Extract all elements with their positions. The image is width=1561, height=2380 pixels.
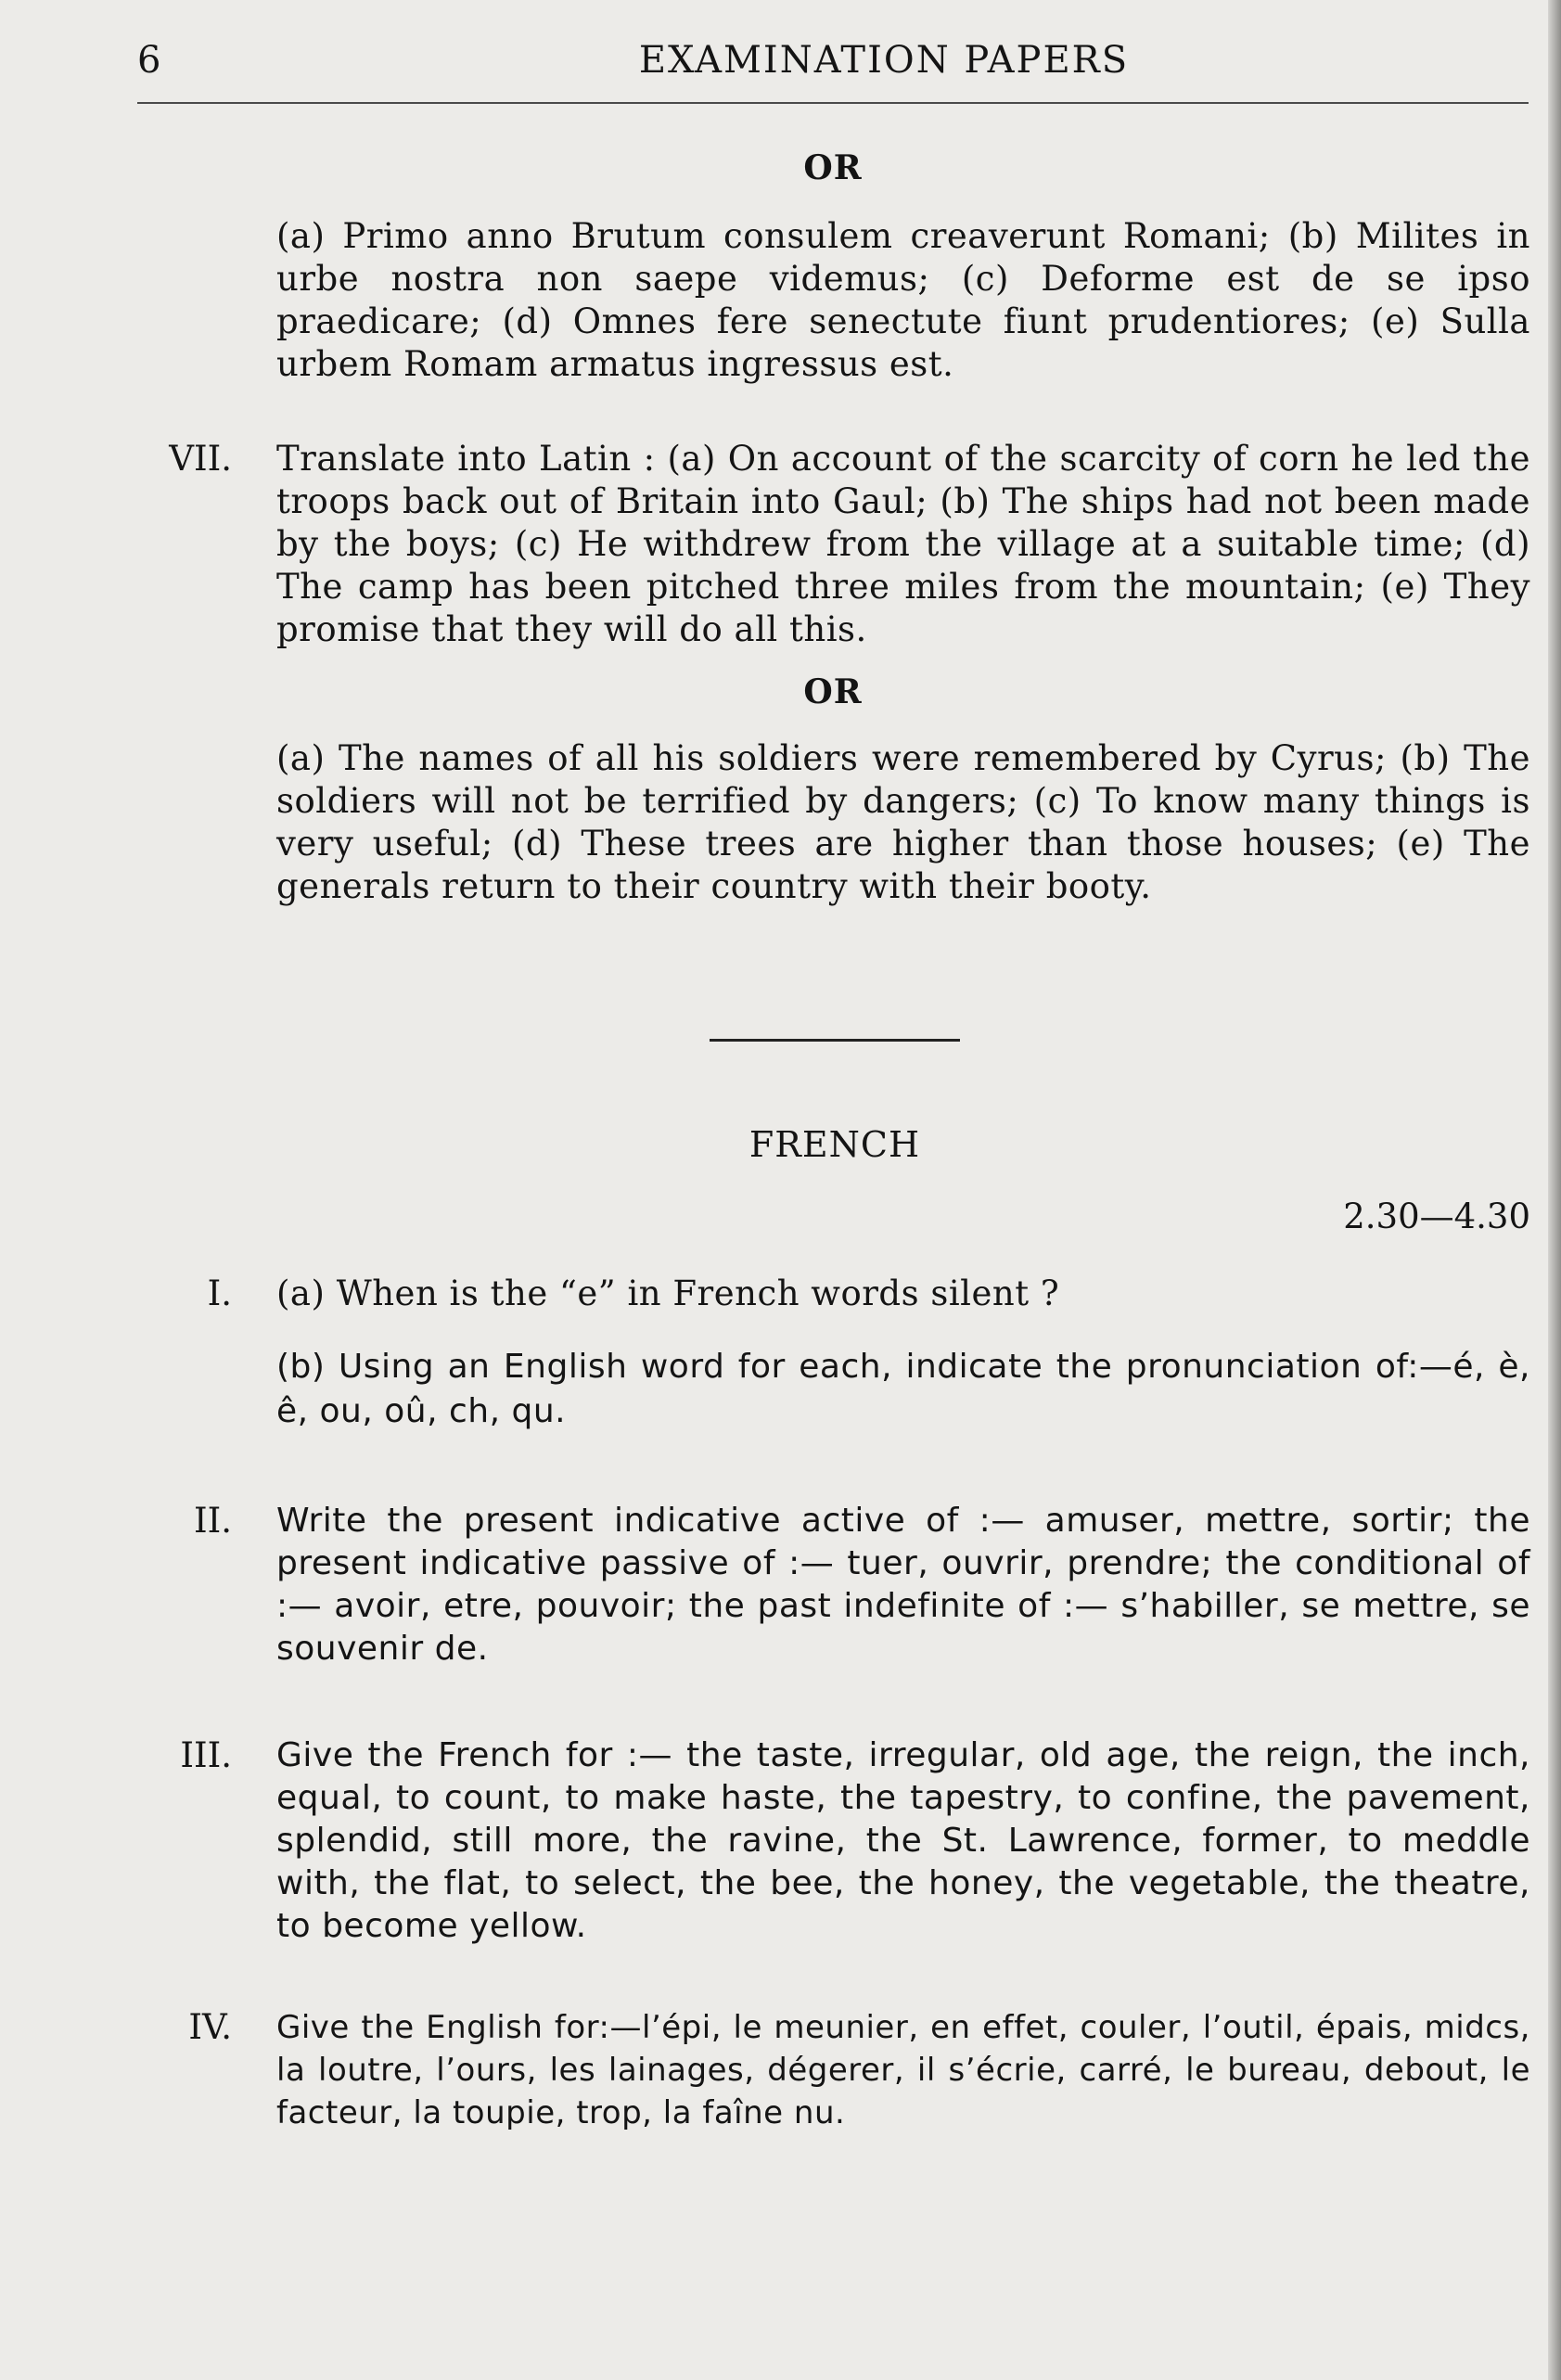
question-number-ii: II. [194, 1501, 232, 1541]
question-number-iv: IV. [188, 2007, 232, 2047]
running-head [137, 39, 1529, 95]
header-rule [137, 102, 1529, 104]
question-i-part-a: (a) When is the “e” in French words silent ? [276, 1273, 1060, 1313]
question-i-part-b: (b) Using an English word for each, indicate the pronunciation of:—é, è, ê, ou, oû, ch, qu. [276, 1348, 1530, 1430]
or-label-1: OR [803, 148, 863, 187]
page-edge-shadow [1548, 0, 1561, 2380]
latin-alt-passage: (a) Primo anno Brutum consulem creaverunt Romani; (b) Milites in urbe nostra non saepe videmus; (c) Deforme est de se ipso praedicare; (d) Omnes fere senectute fiunt prudentiores; (e) Sulla urbem Romam armatus ingressus est. [276, 216, 1530, 384]
question-number-i: I. [207, 1273, 232, 1313]
page-number: 6 [137, 39, 161, 82]
or-label-2: OR [803, 672, 863, 711]
question-ii-text: Write the present indicative active of :— amuser, mettre, sortir; the present indicative passive of :— tuer, ouvrir, prendre; the conditional of :— avoir, etre, pouvoir; the past indefinite of :— s’habiller, se mettre, se souvenir de. [276, 1502, 1530, 1668]
header-title: EXAMINATION PAPERS [638, 39, 1130, 82]
exam-time: 2.30—4.30 [1343, 1196, 1530, 1236]
section-title-french: FRENCH [749, 1124, 921, 1165]
question-number-iii: III. [180, 1735, 232, 1775]
question-vii-text: Translate into Latin : (a) On account of the scarcity of corn he led the troops back out of Britain into Gaul; (b) The ships had not been made by the boys; (c) He withdrew from the village at a suitable time; (d) The camp has been pitched three miles from the mountain; (e) They promise that they will do all this. [276, 439, 1530, 649]
section-divider [710, 1039, 960, 1042]
question-number-vii: VII. [169, 439, 232, 479]
question-iii-text: Give the French for :— the taste, irregular, old age, the reign, the inch, equal, to count, to make haste, the tapestry, to confine, the pavement, splendid, still more, the ravine, the St. Lawrence, former, to meddle with, the flat, to select, the bee, the honey, the vegetable, the theatre, to become yellow. [276, 1736, 1530, 1945]
question-vii-alt-text: (a) The names of all his soldiers were remembered by Cyrus; (b) The soldiers will not be terrified by dangers; (c) To know many things is very useful; (d) These trees are higher than those houses; (e) The generals return to their country with their booty. [276, 738, 1530, 906]
question-iv-text: Give the English for:—l’épi, le meunier, en effet, couler, l’outil, épais, midcs, la loutre, l’ours, les lainages, dégerer, il s’écrie, carré, le bureau, debout, le facteur, la toupie, trop, la faîne nu. [276, 2009, 1530, 2131]
